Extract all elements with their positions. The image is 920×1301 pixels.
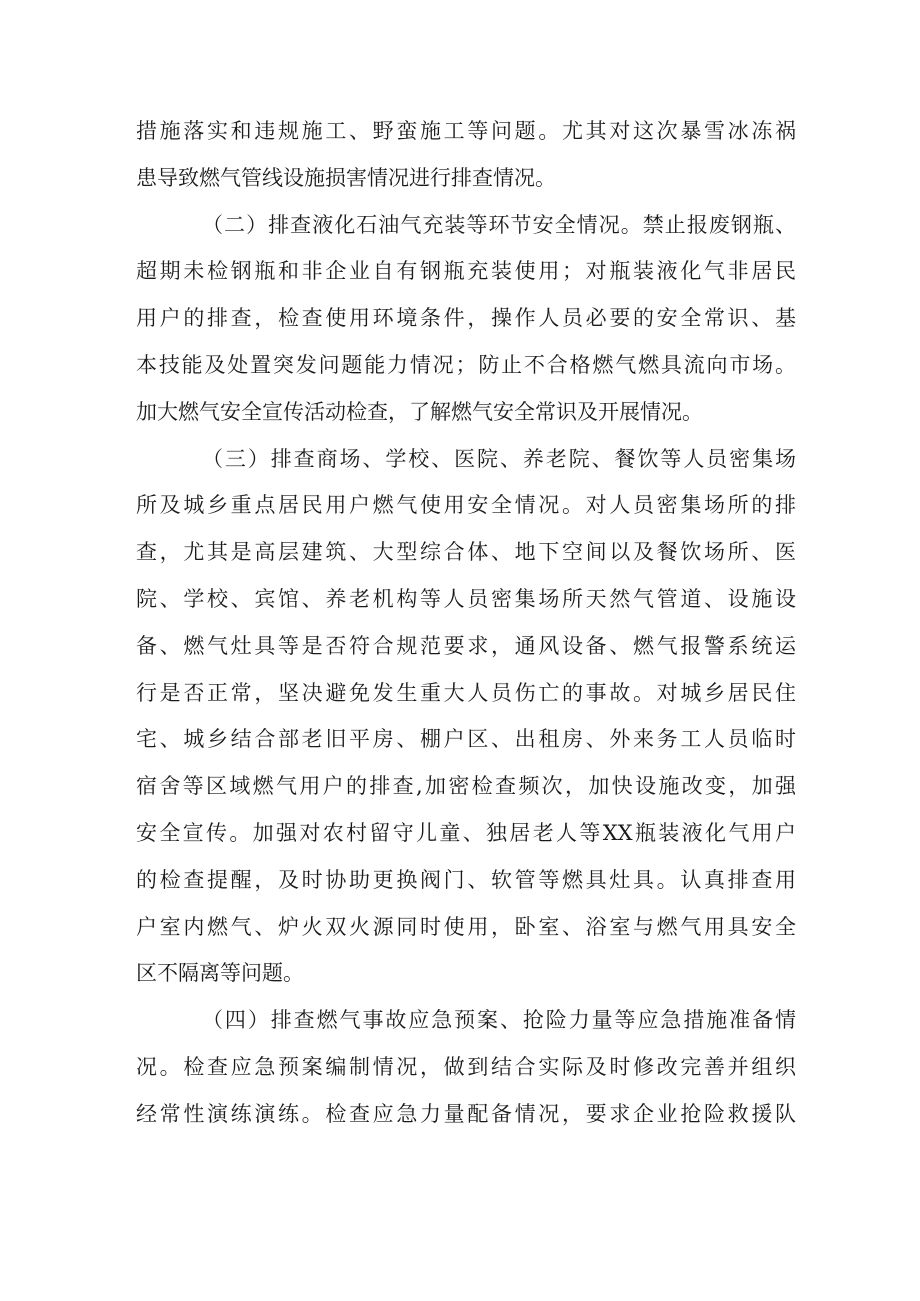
text-line: 区不隔离等问题。 [136, 961, 304, 986]
text-line: 加大燃气安全宣传活动检查，了解燃气安全常识及开展情况。 [136, 399, 703, 424]
text-line: 备、燃气灶具等是否符合规范要求，通风设备、燃气报警系统运 [136, 633, 796, 658]
text-line: 所及城乡重点居民用户燃气使用安全情况。对人员密集场所的排 [136, 493, 796, 518]
text-line: 行是否正常，坚决避免发生重大人员伤亡的事故。对城乡居民住 [136, 680, 796, 705]
text-line: （四）排查燃气事故应急预案、抢险力量等应急措施准备情 [202, 1008, 796, 1033]
text-line: 患导致燃气管线设施损害情况进行排查情况。 [136, 165, 556, 190]
text-line: 超期未检钢瓶和非企业自有钢瓶充装使用；对瓶装液化气非居民 [136, 259, 796, 284]
text-line: （二）排查液化石油气充装等环节安全情况。禁止报废钢瓶、 [202, 212, 796, 237]
text-line: 宅、城乡结合部老旧平房、棚户区、出租房、外来务工人员临时 [136, 727, 796, 752]
text-line: （三）排查商场、学校、医院、养老院、餐饮等人员密集场 [202, 446, 796, 471]
text-line: 况。检查应急预案编制情况，做到结合实际及时修改完善并组织 [136, 1054, 796, 1079]
text-line: 宿舍等区域燃气用户的排查,加密检查频次，加快设施改变，加强 [136, 774, 796, 799]
document-body [136, 108, 796, 1138]
text-line: 院、学校、宾馆、养老机构等人员密集场所天然气管道、设施设 [136, 586, 796, 611]
text-line: 用户的排查，检查使用环境条件，操作人员必要的安全常识、基 [136, 306, 796, 331]
text-line: 经常性演练演练。检查应急力量配备情况，要求企业抢险救援队 [136, 1101, 796, 1126]
text-line: 安全宣传。加强对农村留守儿童、独居老人等XX瓶装液化气用户 [136, 820, 796, 845]
text-line: 本技能及处置突发问题能力情况；防止不合格燃气燃具流向市场。 [136, 352, 796, 377]
text-line: 查，尤其是高层建筑、大型综合体、地下空间以及餐饮场所、医 [136, 540, 796, 565]
text-line: 的检查提醒，及时协助更换阀门、软管等燃具灶具。认真排查用 [136, 867, 796, 892]
text-line: 户室内燃气、炉火双火源同时使用，卧室、浴室与燃气用具安全 [136, 914, 796, 939]
text-line: 措施落实和违规施工、野蛮施工等问题。尤其对这次暴雪冰冻祸 [136, 119, 796, 143]
